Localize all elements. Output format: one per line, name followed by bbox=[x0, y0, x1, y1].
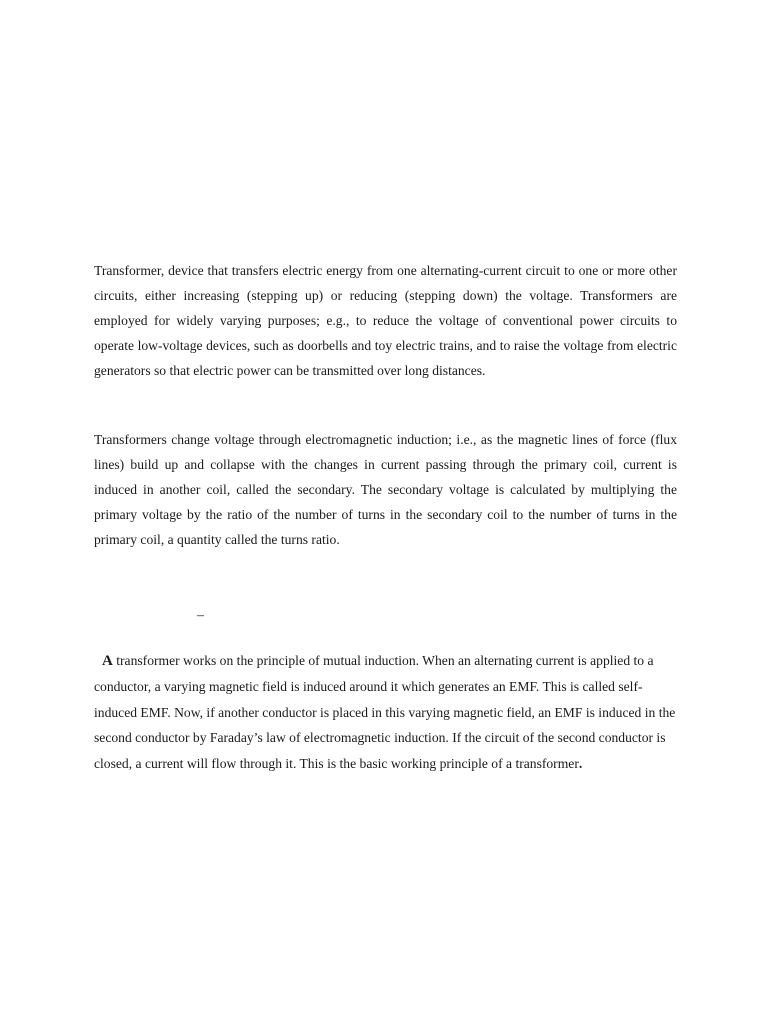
paragraph-transformer-definition: Transformer, device that transfers electric energy from one alternating-current circuit to one or more other circuits, either increasing (stepping up) or reducing (stepping down) the voltage. Transformers are employed for widely varying purposes; e.g., to reduce the voltage of conventional power circuits to operate low-voltage devices, such as doorbells and toy electric trains, and to raise the voltage from electric generators so that electric power can be transmitted over long distances. bbox=[94, 263, 677, 378]
paragraph-final-period: . bbox=[578, 755, 583, 771]
dash-mark: – bbox=[197, 608, 204, 623]
paragraph-lead-letter: A bbox=[102, 653, 113, 669]
paragraph-electromagnetic-induction: Transformers change voltage through electromagnetic induction; i.e., as the magnetic lines of force (flux lines) build up and collapse with the changes in current passing through the primary coil, current is induced in another coil, called the secondary. The secondary voltage is calculated by multiplying the primary voltage by the ratio of the number of turns in the secondary coil to the number of turns in the primary coil, a quantity called the turns ratio. bbox=[94, 432, 677, 547]
paragraph-working-principle bbox=[94, 648, 684, 776]
paragraph-body-text: transformer works on the principle of mutual induction. When an alternating current is applied to a conductor, a varying magnetic field is induced around it which generates an EMF. This is called self-induced EMF. Now, if another conductor is placed in this varying magnetic field, an EMF is induced in the second conductor by Faraday’s law of electromagnetic induction. If the circuit of the second conductor is closed, a current will flow through it. This is the basic working principle of a transformer bbox=[94, 653, 676, 771]
